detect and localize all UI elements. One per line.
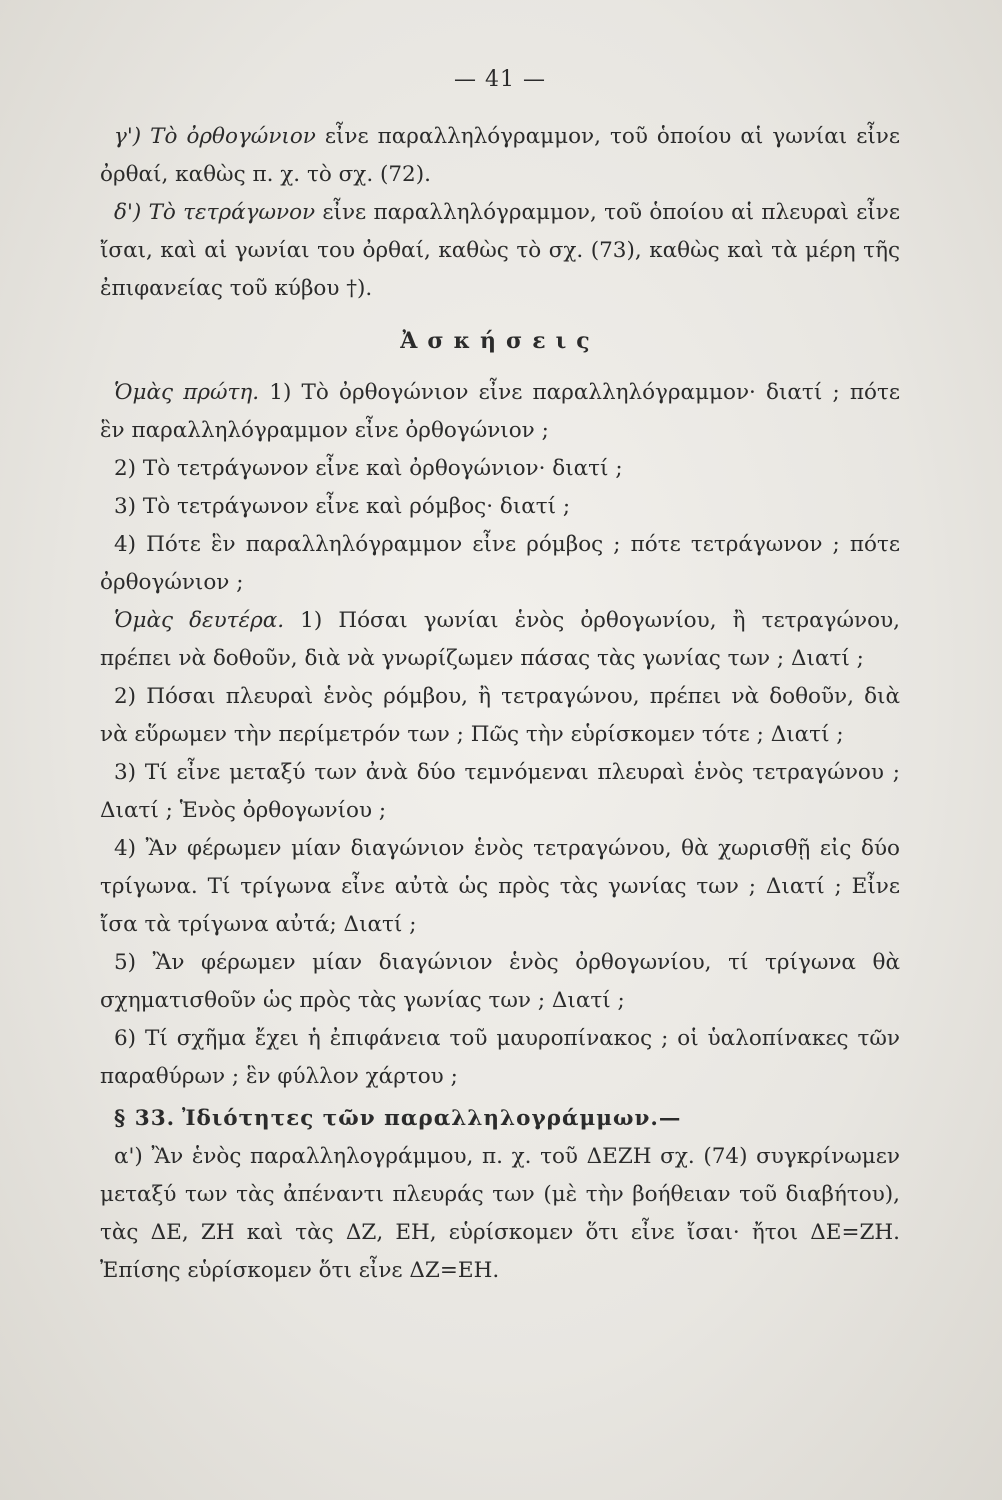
group-1-q2: 2) Τὸ τετράγωνον εἶνε καὶ ὀρθογώνιον· διατί ;	[114, 456, 623, 481]
group-2-q5: 5) Ἂν φέρωμεν μίαν διαγώνιον ἑνὸς ὀρθογωνίου, τί τρίγωνα θὰ σχηματισθοῦν ὡς πρὸς τὰς γωνίας των ; Διατί ;	[100, 950, 900, 1013]
definition-term: Τὸ ὀρθογώνιον	[150, 124, 316, 149]
definition-label: γ')	[114, 124, 142, 149]
exercises-heading: Ἀσκήσεις	[400, 328, 600, 354]
group-1-q4: 4) Πότε ἓν παραλληλόγραμμον εἶνε ρόμβος ; πότε τετράγωνον ; πότε ὀρθογώνιον ;	[100, 532, 900, 595]
question-text: 1) Πόσαι γωνίαι ἑνὸς ὀρθογωνίου, ἢ τετραγώνου, πρέπει νὰ δοθοῦν, διὰ νὰ γνωρίζωμεν πάσας τὰς γωνίας των ; Διατί ;	[100, 608, 900, 671]
section-33-text: α') Ἂν ἑνὸς παραλληλογράμμου, π. χ. τοῦ ΔΕΖΗ σχ. (74) συγκρίνωμεν μεταξύ των τὰς ἀπέναντι πλευράς των (μὲ τὴν βοήθειαν τοῦ διαβήτου), τὰς ΔΕ, ΖΗ καὶ τὰς ΔΖ, ΕΗ, εὑρίσκομεν ὅτι εἶνε ἴσαι· ἤτοι ΔΕ=ΖΗ. Ἐπίσης εὑρίσκομεν ὅτι εἶνε ΔΖ=ΕΗ.	[100, 1144, 900, 1283]
question-text: 1) Τὸ ὀρθογώνιον εἶνε παραλληλόγραμμον· διατί ; πότε ἓν παραλληλόγραμμον εἶνε ὀρθογώνιον ;	[100, 380, 900, 443]
definition-term: Τὸ τετράγωνον	[148, 200, 316, 225]
section-title: Ἰδιότητες τῶν παραλληλογράμμων.—	[181, 1106, 682, 1131]
section-33-heading	[100, 1100, 900, 1138]
definition-square	[100, 194, 900, 308]
group-2-label: Ὁμὰς δευτέρα.	[114, 608, 285, 633]
group-2-q4: 4) Ἂν φέρωμεν μίαν διαγώνιον ἑνὸς τετραγώνου, θὰ χωρισθῇ εἰς δύο τρίγωνα. Τί τρίγωνα εἶνε αὐτὰ ὡς πρὸς τὰς γωνίας των ; Διατί ; Εἶνε ἴσα τὰ τρίγωνα αὐτά; Διατί ;	[100, 836, 900, 937]
group-2-q6: 6) Τί σχῆμα ἔχει ἡ ἐπιφάνεια τοῦ μαυροπίνακος ; οἱ ὑαλοπίνακες τῶν παραθύρων ; ἓν φύλλον χάρτου ;	[100, 1026, 900, 1089]
page-content	[100, 60, 900, 1290]
group-2-q2: 2) Πόσαι πλευραὶ ἑνὸς ρόμβου, ἢ τετραγώνου, πρέπει νὰ δοθοῦν, διὰ νὰ εὕρωμεν τὴν περίμετρόν των ; Πῶς τὴν εὑρίσκομεν τότε ; Διατί ;	[100, 684, 900, 747]
page-number: — 41 —	[454, 67, 546, 92]
definition-label: δ')	[114, 200, 142, 225]
group-1-q3: 3) Τὸ τετράγωνον εἶνε καὶ ρόμβος· διατί ;	[114, 494, 571, 519]
definition-text: εἶνε παραλληλόγραμμον, τοῦ ὁποίου αἱ πλευραὶ εἶνε ἴσαι, καὶ αἱ γωνίαι του ὀρθαί, καθὼς τὸ σχ. (73), καθὼς καὶ τὰ μέρη τῆς ἐπιφανείας τοῦ κύβου †).	[100, 200, 900, 301]
group-1-q1	[100, 374, 900, 450]
definition-rectangle	[100, 118, 900, 194]
group-1-label: Ὁμὰς πρώτη.	[114, 380, 260, 405]
definition-text: εἶνε παραλληλόγραμμον, τοῦ ὁποίου αἱ γωνίαι εἶνε ὀρθαί, καθὼς π. χ. τὸ σχ. (72).	[100, 124, 900, 187]
group-2-q3: 3) Τί εἶνε μεταξύ των ἀνὰ δύο τεμνόμεναι πλευραὶ ἑνὸς τετραγώνου ; Διατί ; Ἑνὸς ὀρθογωνίου ;	[100, 760, 900, 823]
group-2-q1	[100, 602, 900, 678]
section-number: § 33.	[114, 1106, 176, 1131]
